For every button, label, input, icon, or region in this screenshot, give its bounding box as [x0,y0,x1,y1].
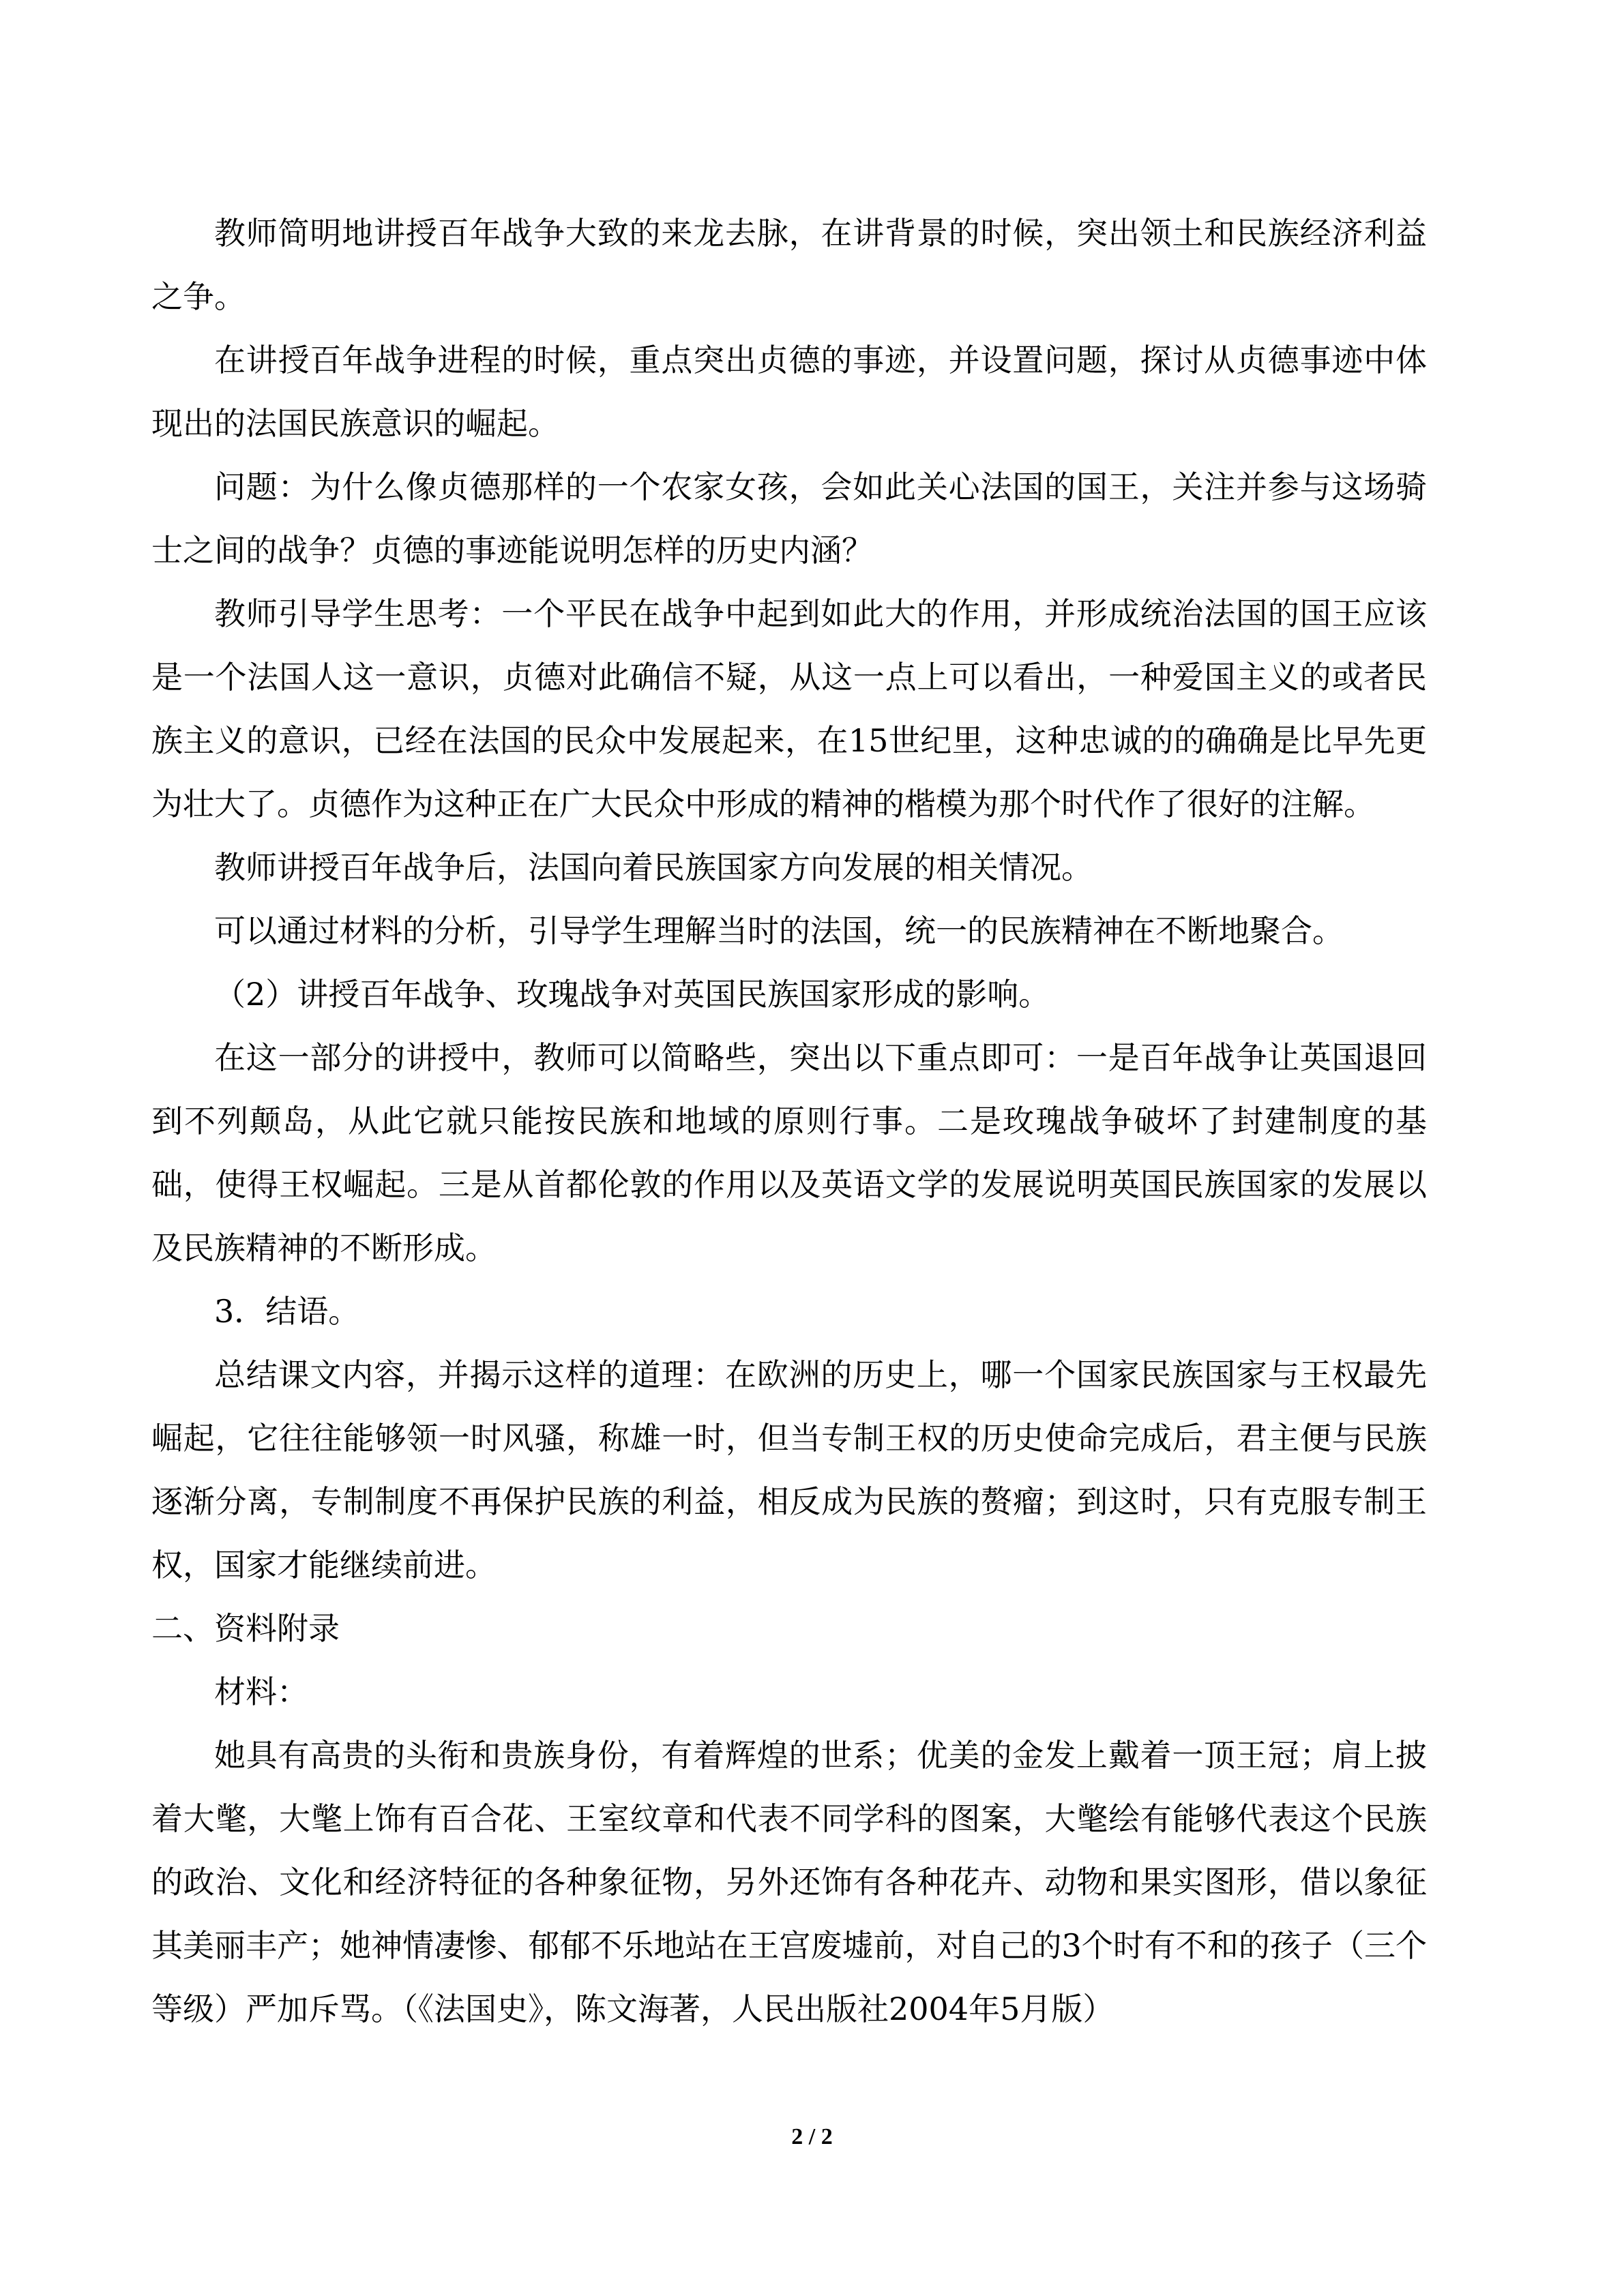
page-number: 2 / 2 [791,2124,833,2149]
paragraph-conclusion-heading: 3．结语。 [214,1293,360,1330]
paragraph-conclusion: 总结课文内容，并揭示这样的道理：在欧洲的历史上，哪一个国家民族国家与王权最先崛起，它往往能够领一时风骚，称雄一时，但当专制王权的历史使命完成后，君主便与民族逐渐分离，专制制度不再保护民族的利益，相反成为民族的赘瘤；到这时，只有克服专制王权，国家才能继续前进。 [151,1356,1427,1583]
paragraph-england-details: 在这一部分的讲授中，教师可以简略些，突出以下重点即可：一是百年战争让英国退回到不列颠岛，从此它就只能按民族和地域的原则行事。二是玫瑰战争破坏了封建制度的基础，使得王权崛起。三是从首都伦敦的作用以及英语文学的发展说明英国民族国家的发展以及民族精神的不断形成。 [151,1039,1427,1266]
paragraph-teacher-guidance: 教师引导学生思考：一个平民在战争中起到如此大的作用，并形成统治法国的国王应该是一个法国人这一意识，贞德对此确信不疑，从这一点上可以看出，一种爱国主义的或者民族主义的意识，已经在法国的民众中发展起来，在15世纪里，这种忠诚的的确确是比早先更为壮大了。贞德作为这种正在广大民众中形成的精神的楷模为那个时代作了很好的注解。 [151,595,1427,822]
paragraph-material-label: 材料： [214,1673,308,1710]
document-body [151,202,1427,2041]
paragraph-question: 问题：为什么像贞德那样的一个农家女孩，会如此关心法国的国王，关注并参与这场骑士之间的战争？贞德的事迹能说明怎样的历史内涵？ [151,468,1427,569]
paragraph-material-quote: 她具有高贵的头衔和贵族身份，有着辉煌的世系；优美的金发上戴着一顶王冠；肩上披着大氅，大氅上饰有百合花、王室纹章和代表不同学科的图案，大氅绘有能够代表这个民族的政治、文化和经济特征的各种象征物，另外还饰有各种花卉、动物和果实图形，借以象征其美丽丰产；她神情凄惨、郁郁不乐地站在王宫废墟前，对自己的3个时有不和的孩子（三个等级）严加斥骂。（《法国史》，陈文海著，人民出版社2004年5月版） [151,1737,1427,2027]
section-heading-appendix: 二、资料附录 [151,1610,340,1647]
paragraph-england-heading: （2）讲授百年战争、玫瑰战争对英国民族国家形成的影响。 [214,976,1050,1013]
paragraph-background: 教师简明地讲授百年战争大致的来龙去脉，在讲背景的时候，突出领土和民族经济利益之争。 [151,215,1427,315]
paragraph-joan-of-arc-focus: 在讲授百年战争进程的时候，重点突出贞德的事迹，并设置问题，探讨从贞德事迹中体现出的法国民族意识的崛起。 [151,342,1427,442]
paragraph-material-analysis: 可以通过材料的分析，引导学生理解当时的法国，统一的民族精神在不断地聚合。 [214,912,1344,949]
paragraph-france-development: 教师讲授百年战争后，法国向着民族国家方向发展的相关情况。 [214,849,1093,886]
